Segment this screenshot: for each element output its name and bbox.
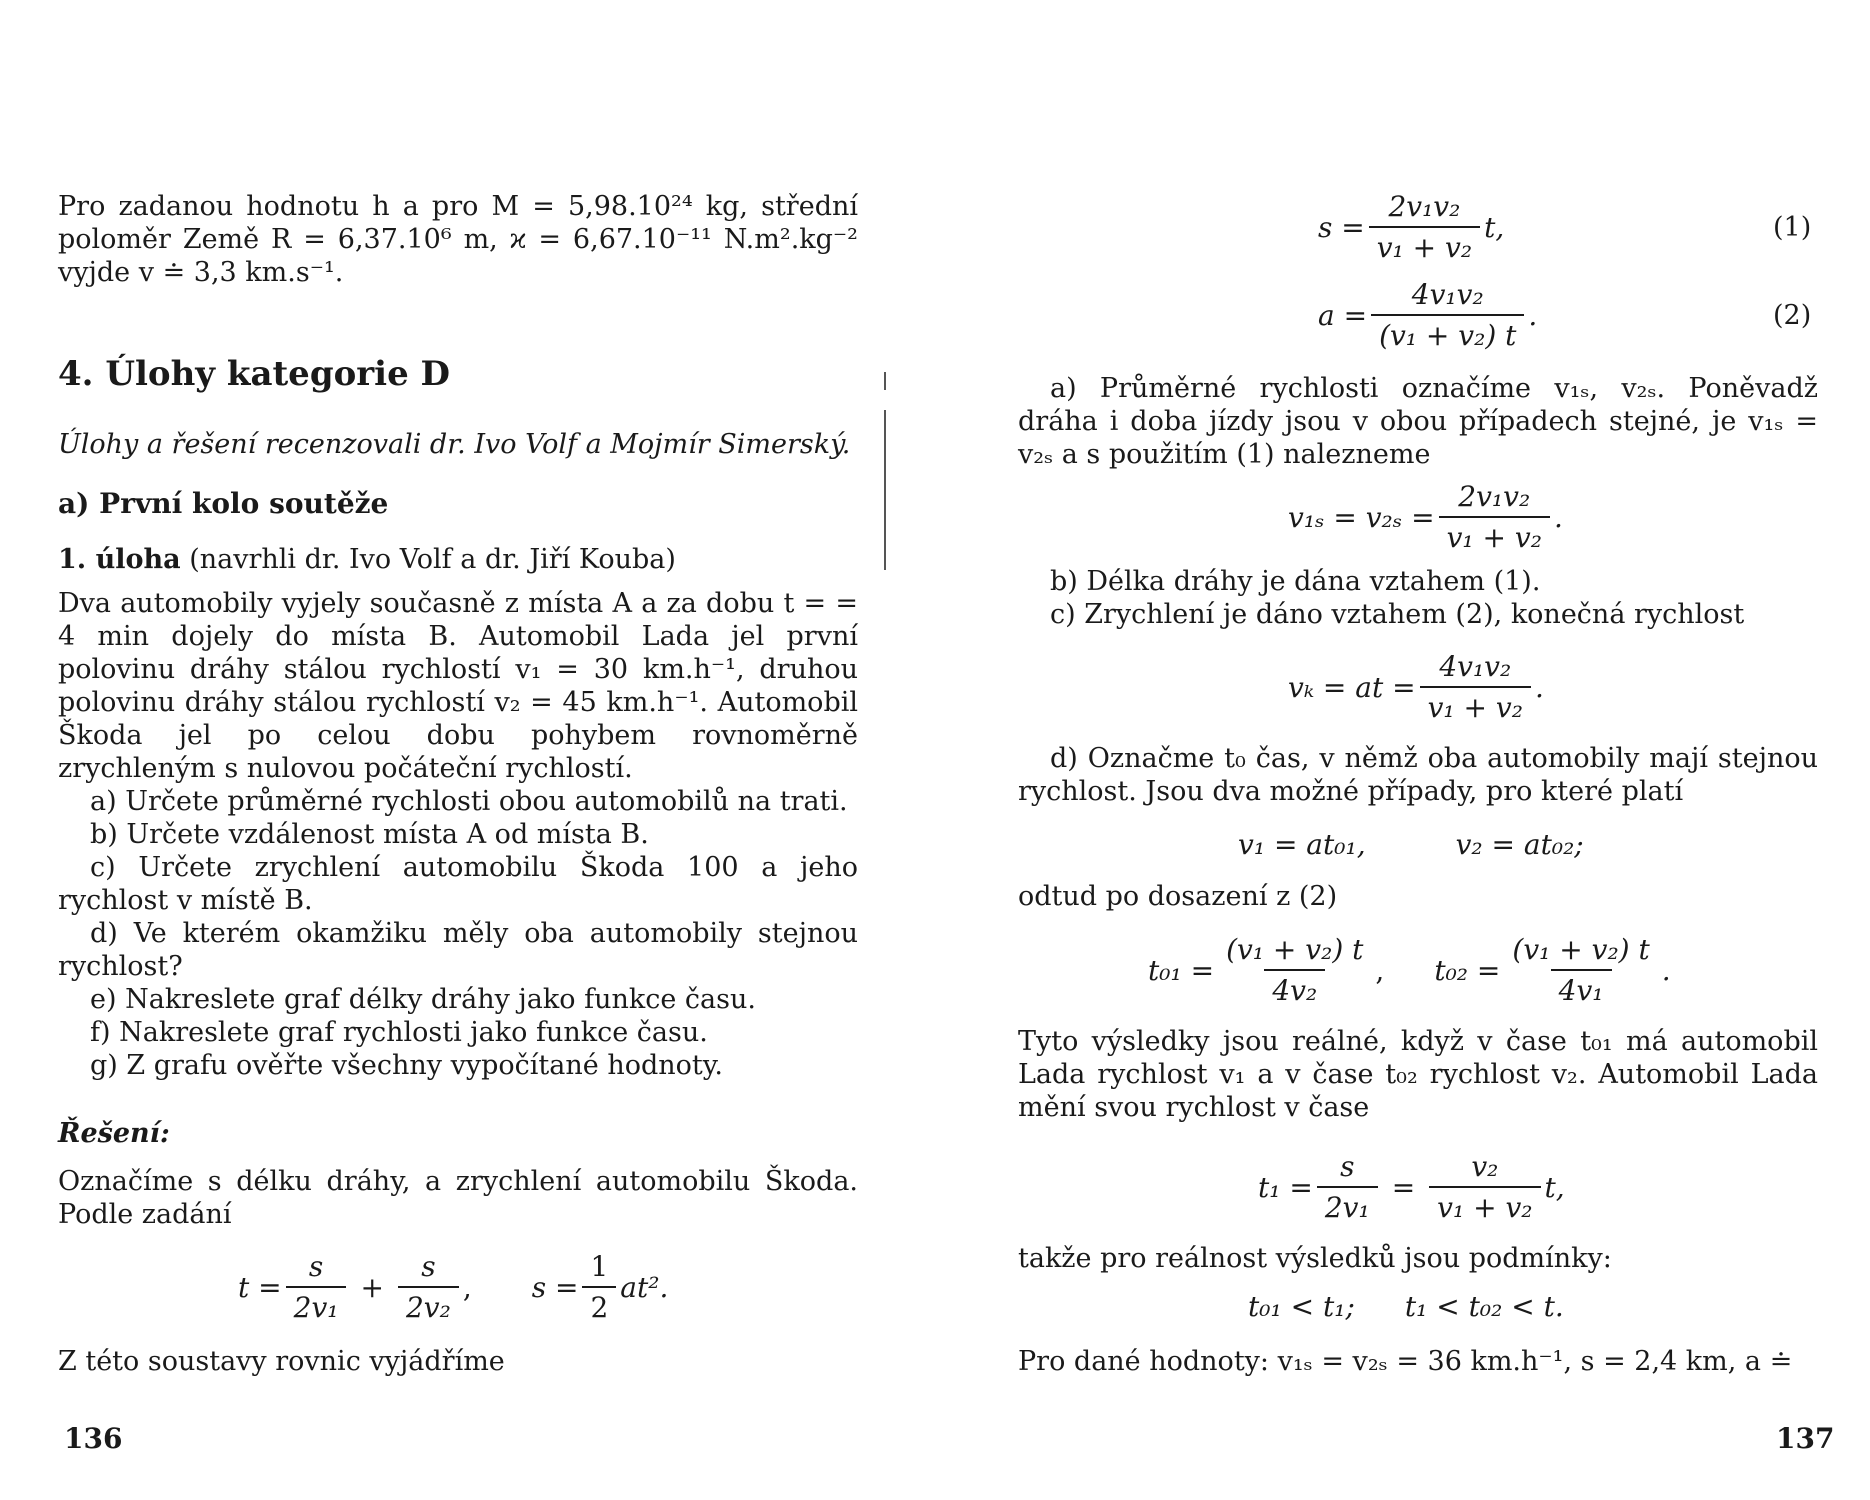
question-c: c) Určete zrychlení automobilu Škoda 100 a jeho rychlost v místě B. <box>58 852 858 916</box>
fraction-numerator: (v₁ + v₂) t <box>1226 933 1364 966</box>
eq-lhs: t₀₁ = <box>1148 953 1215 987</box>
eq-lhs: v₁ₛ = v₂ₛ = <box>1288 500 1435 534</box>
fraction <box>286 1250 347 1324</box>
after-equation-5-text: odtud po dosazení z (2) <box>1018 881 1338 912</box>
fraction-denominator: 2 <box>582 1286 616 1324</box>
page-number-left: 136 <box>64 1422 123 1455</box>
conditions-text: takže pro reálnost výsledků jsou podmínky: <box>1018 1243 1612 1274</box>
separator: , <box>462 1270 472 1304</box>
task-label: 1. úloha <box>58 544 181 575</box>
fraction-numerator: v₂ <box>1471 1150 1499 1183</box>
equation-1 <box>1318 190 1504 264</box>
eq-lhs: vₖ = at = <box>1288 670 1416 704</box>
eq-tail: t, <box>1484 210 1505 244</box>
page-number-right: 137 <box>1776 1422 1835 1455</box>
fraction-denominator: v₁ + v₂ <box>1369 226 1480 264</box>
equation-7 <box>1258 1150 1565 1224</box>
task-title <box>58 543 858 576</box>
final-values-text: Pro dané hodnoty: v₁ₛ = v₂ₛ = 36 km.h⁻¹, s = 2,4 km, a ≐ <box>1018 1346 1793 1377</box>
eq-tail: t, <box>1544 1170 1565 1204</box>
eq-lhs-s: s = <box>531 1270 579 1304</box>
equation-3 <box>1288 480 1563 554</box>
question-d: d) Ve kterém okamžiku měly oba automobily stejnou rychlost? <box>58 918 858 982</box>
eq-right: v₂ = at₀₂; <box>1455 828 1584 861</box>
eq-left: t₀₁ < t₁; <box>1248 1290 1355 1323</box>
fraction <box>398 1250 459 1324</box>
fraction-numerator: s <box>1340 1150 1355 1183</box>
round-heading: a) První kolo soutěže <box>58 487 389 520</box>
question-g: g) Z grafu ověřte všechny vypočítané hodnoty. <box>90 1050 723 1081</box>
fraction-denominator: v₁ + v₂ <box>1439 516 1550 554</box>
fraction-numerator: 4v₁v₂ <box>1439 650 1512 683</box>
eq-lhs: t₀₂ = <box>1434 953 1501 987</box>
eq-lhs: s = <box>1318 210 1365 244</box>
intro-paragraph: Pro zadanou hodnotu h a pro M = 5,98.10²⁴ kg, střední poloměr Země R = 6,37.10⁶ m, ϰ = 6,67.10⁻¹¹ N.m².kg⁻² vyjde v ≐ 3,3 km.s⁻¹. <box>58 191 858 288</box>
plus-operator: + <box>360 1270 384 1304</box>
fraction <box>1420 650 1531 724</box>
fraction <box>1218 933 1371 1007</box>
fraction-denominator: v₁ + v₂ <box>1420 686 1531 724</box>
part-b-text: b) Délka dráhy je dána vztahem (1). <box>1050 566 1541 597</box>
equation-system <box>238 1250 668 1324</box>
eq-tail: . <box>1528 298 1538 332</box>
fraction-denominator: 4v₂ <box>1264 969 1325 1007</box>
equation-4 <box>1288 650 1544 724</box>
question-e: e) Nakreslete graf délky dráhy jako funkce času. <box>90 984 756 1015</box>
task-authors: (navrhli dr. Ivo Volf a dr. Jiří Kouba) <box>189 544 676 575</box>
eq-left: v₁ = at₀₁, <box>1238 828 1366 861</box>
fraction-numerator: 4v₁v₂ <box>1411 278 1484 311</box>
fraction-denominator: (v₁ + v₂) t <box>1371 314 1524 352</box>
fraction-denominator: 2v₂ <box>398 1286 459 1324</box>
fraction <box>1439 480 1550 554</box>
equation-1-label: (1) <box>1773 212 1812 243</box>
eq-tail: . <box>1553 500 1563 534</box>
separator: , <box>1375 953 1385 987</box>
eq-right: t₁ < t₀₂ < t. <box>1404 1290 1564 1323</box>
after-equation-text: Z této soustavy rovnic vyjádříme <box>58 1346 505 1377</box>
left-page <box>58 0 858 1500</box>
fraction-denominator: v₁ + v₂ <box>1429 1186 1540 1224</box>
fraction-numerator: (v₁ + v₂) t <box>1512 933 1650 966</box>
eq-tail: . <box>1534 670 1544 704</box>
solution-heading: Řešení: <box>58 1118 170 1149</box>
fraction-denominator: 4v₁ <box>1551 969 1612 1007</box>
eq-lhs-t: t = <box>238 1270 282 1304</box>
gutter-mark <box>884 372 886 390</box>
equation-2 <box>1318 278 1537 352</box>
equation-8 <box>1248 1290 1564 1323</box>
fraction-numerator: s <box>421 1250 436 1283</box>
fraction <box>1429 1150 1540 1224</box>
right-page <box>1018 0 1835 1500</box>
eq-tail: . <box>1661 953 1671 987</box>
fraction-numerator: s <box>308 1250 324 1283</box>
fraction <box>582 1250 616 1324</box>
fraction-denominator: 2v₁ <box>1317 1186 1378 1224</box>
eq-lhs: t₁ = <box>1258 1170 1313 1204</box>
task-text: Dva automobily vyjely současně z místa A a za dobu t = = 4 min dojely do místa B. Automobil Lada jel první polovinu dráhy stálou rychlostí v₁ = 30 km.h⁻¹, druhou polovinu dráhy stálou rychlostí v₂ = 45 km.h⁻¹. Automobil Škoda jel po celou dobu pohybem rovnoměrně zrychleným s nulovou počáteční rychlostí. <box>58 588 858 784</box>
results-text: Tyto výsledky jsou reálné, když v čase t₀₁ má automobil Lada rychlost v₁ a v čase t₀₂ rychlost v₂. Automobil Lada mění svou rychlost v čase <box>1018 1026 1818 1123</box>
part-d-text: d) Označme t₀ čas, v němž oba automobily mají stejnou rychlost. Jsou dva možné případy, pro které platí <box>1018 743 1818 807</box>
eq-tail: at². <box>620 1270 669 1304</box>
part-a-text: a) Průměrné rychlosti označíme v₁ₛ, v₂ₛ. Poněvadž dráha i doba jízdy jsou v obou případech stejné, je v₁ₛ = v₂ₛ a s použitím (1) nalezneme <box>1018 373 1818 470</box>
equation-5 <box>1238 828 1584 861</box>
question-a: a) Určete průměrné rychlosti obou automobilů na trati. <box>90 786 848 817</box>
gutter-line <box>884 410 886 570</box>
fraction <box>1317 1150 1378 1224</box>
section-heading: 4. Úlohy kategorie D <box>58 354 451 394</box>
fraction-numerator: 2v₁v₂ <box>1388 190 1461 223</box>
fraction-numerator: 1 <box>590 1250 609 1283</box>
equals-operator: = <box>1391 1170 1416 1204</box>
fraction-numerator: 2v₁v₂ <box>1458 480 1531 513</box>
fraction-denominator: 2v₁ <box>286 1286 347 1324</box>
equation-2-label: (2) <box>1773 300 1812 331</box>
equation-6 <box>1148 933 1671 1007</box>
solution-intro: Označíme s délku dráhy, a zrychlení automobilu Škoda. Podle zadání <box>58 1166 858 1230</box>
fraction <box>1371 278 1524 352</box>
question-b: b) Určete vzdálenost místa A od místa B. <box>90 819 649 850</box>
fraction <box>1369 190 1480 264</box>
question-f: f) Nakreslete graf rychlosti jako funkce času. <box>90 1017 708 1048</box>
part-c-text: c) Zrychlení je dáno vztahem (2), konečná rychlost <box>1050 599 1745 630</box>
fraction <box>1504 933 1657 1007</box>
eq-lhs: a = <box>1318 298 1368 332</box>
reviewers-note: Úlohy a řešení recenzovali dr. Ivo Volf a Mojmír Simerský. <box>58 429 851 460</box>
